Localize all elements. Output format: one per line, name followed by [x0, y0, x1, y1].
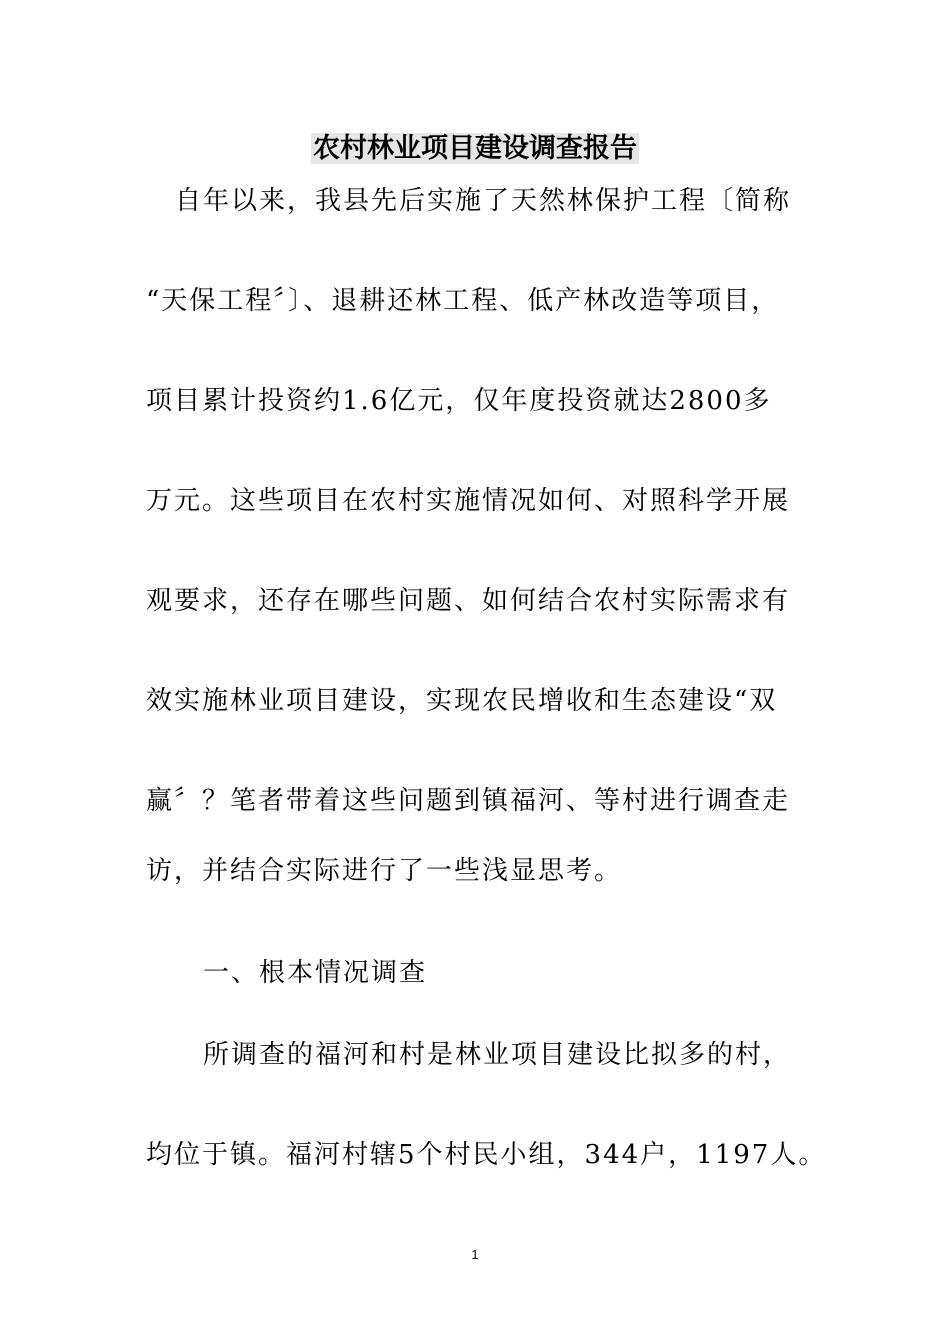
paragraph-line: 项目累计投资约1.6亿元，仅年度投资就达2800多	[146, 386, 772, 416]
paragraph-line: 观要求，还存在哪些问题、如何结合农村实际需求有	[146, 586, 791, 616]
paragraph-line: “天保工程〞〕、退耕还林工程、低产林改造等项目，	[146, 286, 780, 316]
paragraph-line: 万元。这些项目在农村实施情况如何、对照科学开展	[146, 486, 791, 516]
paragraph-line: 效实施林业项目建设，实现农民增收和生态建设“双	[146, 686, 778, 716]
paragraph-line: 访，并结合实际进行了一些浅显思考。	[146, 856, 623, 886]
paragraph-line: 均位于镇。福河村辖5个村民小组，344户，1197人。	[146, 1140, 827, 1170]
paragraph-line: 赢〞？笔者带着这些问题到镇福河、等村进行调查走	[146, 786, 791, 816]
document-title-text: 农村林业项目建设调查报告	[313, 133, 637, 164]
paragraph-line: 所调查的福河和村是林业项目建设比拟多的村，	[203, 1040, 792, 1070]
section-heading: 一、根本情况调查	[203, 958, 428, 988]
document-title	[0, 130, 950, 168]
page-number: 1	[471, 1247, 479, 1262]
paragraph-line: 自年以来，我县先后实施了天然林保护工程〔简称	[175, 186, 792, 216]
